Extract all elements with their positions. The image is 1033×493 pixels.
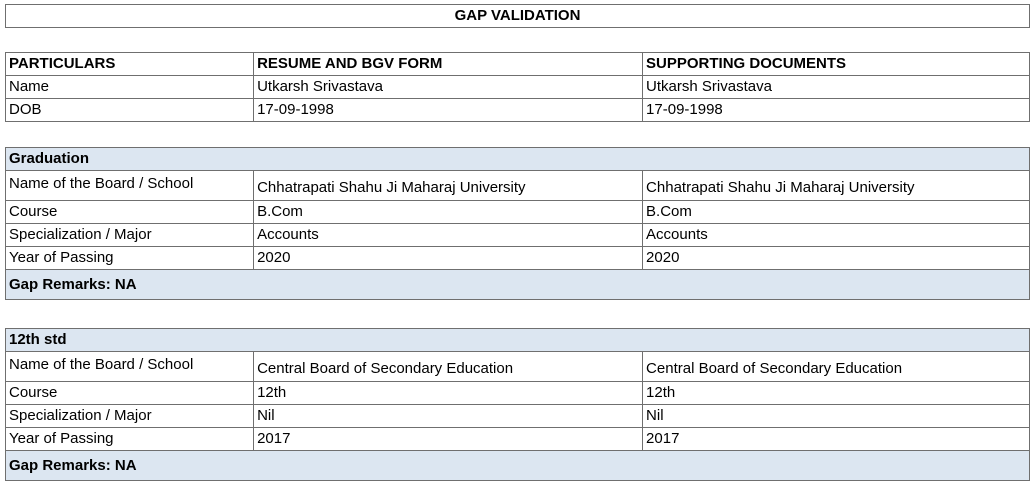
section-title: 12th std	[6, 329, 1030, 352]
supporting-value: Chhatrapati Shahu Ji Maharaj University	[643, 171, 1030, 201]
supporting-value: Utkarsh Srivastava	[643, 76, 1030, 99]
table-row	[6, 247, 1030, 270]
resume-value: B.Com	[254, 201, 643, 224]
supporting-value: Nil	[643, 405, 1030, 428]
supporting-value: 12th	[643, 382, 1030, 405]
supporting-value: 2020	[643, 247, 1030, 270]
supporting-value: 17-09-1998	[643, 99, 1030, 122]
gap-remarks: Gap Remarks: NA	[6, 451, 1030, 481]
table-row	[6, 382, 1030, 405]
resume-value: 2017	[254, 428, 643, 451]
graduation-table	[5, 147, 1030, 300]
header-particulars: PARTICULARS	[6, 53, 254, 76]
row-label: Year of Passing	[6, 247, 254, 270]
header-supporting: SUPPORTING DOCUMENTS	[643, 53, 1030, 76]
row-label: Specialization / Major	[6, 405, 254, 428]
table-row	[6, 99, 1030, 122]
row-label: Year of Passing	[6, 428, 254, 451]
title-table	[5, 4, 1030, 28]
row-label: Name	[6, 76, 254, 99]
row-label: Specialization / Major	[6, 224, 254, 247]
header-resume: RESUME AND BGV FORM	[254, 53, 643, 76]
table-row	[6, 352, 1030, 382]
resume-value: Chhatrapati Shahu Ji Maharaj University	[254, 171, 643, 201]
twelfth-std-table	[5, 328, 1030, 481]
supporting-value: Central Board of Secondary Education	[643, 352, 1030, 382]
supporting-value: B.Com	[643, 201, 1030, 224]
table-row	[6, 171, 1030, 201]
table-row	[6, 76, 1030, 99]
table-row	[6, 428, 1030, 451]
header-row	[6, 53, 1030, 76]
resume-value: Central Board of Secondary Education	[254, 352, 643, 382]
supporting-value: Accounts	[643, 224, 1030, 247]
resume-value: Accounts	[254, 224, 643, 247]
row-label: Course	[6, 201, 254, 224]
table-row	[6, 224, 1030, 247]
resume-value: 12th	[254, 382, 643, 405]
resume-value: 17-09-1998	[254, 99, 643, 122]
resume-value: Utkarsh Srivastava	[254, 76, 643, 99]
table-row	[6, 201, 1030, 224]
resume-value: 2020	[254, 247, 643, 270]
page-title: GAP VALIDATION	[6, 5, 1030, 28]
table-row	[6, 405, 1030, 428]
gap-remarks: Gap Remarks: NA	[6, 270, 1030, 300]
identity-table	[5, 52, 1030, 122]
resume-value: Nil	[254, 405, 643, 428]
section-title: Graduation	[6, 148, 1030, 171]
row-label: Name of the Board / School	[6, 352, 254, 382]
row-label: Name of the Board / School	[6, 171, 254, 201]
row-label: Course	[6, 382, 254, 405]
row-label: DOB	[6, 99, 254, 122]
supporting-value: 2017	[643, 428, 1030, 451]
